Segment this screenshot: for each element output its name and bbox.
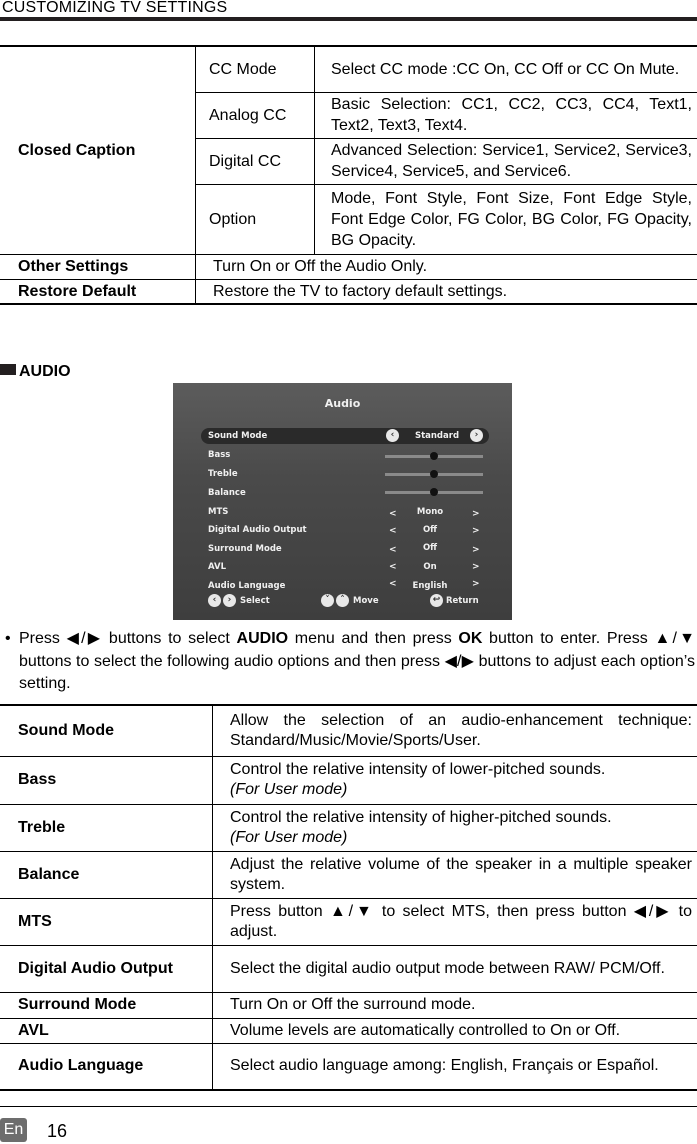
cc-mode-label: CC Mode [196,46,315,92]
osd-row-label[interactable]: AVL [208,562,226,572]
balance-desc: Adjust the relative volume of the speaker in a multiple speaker system. [213,851,697,898]
osd-row-value: English [412,581,448,591]
chevron-left-icon[interactable]: < [389,509,397,519]
chevron-right-icon[interactable]: > [472,579,480,589]
avl-desc: Volume levels are automatically controlled to On or Off. [213,1018,697,1043]
bass-slider[interactable] [385,455,483,458]
mts-desc [213,898,697,945]
right-arrow-icon: › [223,594,236,607]
osd-move-hint: Move [353,596,379,606]
chevron-right-icon[interactable]: › [470,429,483,442]
option-desc: Mode, Font Style, Font Size, Font Edge Style, Font Edge Color, FG Color, BG Color, FG Opacity, BG Opacity. [315,184,697,254]
closed-caption-label: Closed Caption [0,46,196,254]
left-arrow-icon: ‹ [208,594,221,607]
audio-osd-menu [173,383,512,620]
cc-mode-desc: Select CC mode :CC On, CC Off or CC On Mute. [315,46,697,92]
sound-mode-label: Sound Mode [0,705,213,756]
mts-desc-text: Press button [230,902,330,920]
footer-rule [0,1106,697,1107]
osd-row-label[interactable]: Treble [208,469,238,479]
mts-desc-text: to adjust. [230,902,692,940]
instr-text: buttons to adjust each option’s setting. [19,652,696,692]
page-title: CUSTOMIZING TV SETTINGS [2,0,228,16]
restore-default-desc: Restore the TV to factory default settings. [196,279,697,304]
chevron-left-icon[interactable]: < [389,579,397,589]
osd-row-label[interactable]: Sound Mode [208,431,268,441]
up-arrow-icon: ˄ [336,594,349,607]
return-icon: ↩ [430,594,443,607]
osd-row-label[interactable]: Surround Mode [208,544,282,554]
bass-desc-text: Control the relative intensity of lower-pitched sounds. [230,761,606,778]
analog-cc-desc: Basic Selection: CC1, CC2, CC3, CC4, Text1, Text2, Text3, Text4. [315,92,697,138]
chevron-right-icon[interactable]: > [472,509,480,519]
mts-desc-text: to select MTS, then press button [374,902,634,920]
treble-note: (For User mode) [230,828,348,846]
osd-row-label[interactable]: Audio Language [208,581,286,591]
chevron-right-icon[interactable]: > [472,526,480,536]
down-arrow-icon: ˅ [321,594,334,607]
analog-cc-label: Analog CC [196,92,315,138]
osd-row-value: On [423,562,437,572]
page-number: 16 [47,1121,68,1141]
osd-row-value: Standard [414,431,460,441]
digital-audio-output-desc: Select the digital audio output mode between RAW/ PCM/Off. [213,945,697,992]
osd-row-label[interactable]: Bass [208,450,231,460]
osd-select-hint: Select [240,596,270,606]
instr-text: Press [19,630,67,647]
digital-cc-label: Digital CC [196,138,315,184]
mts-label: MTS [0,898,213,945]
instr-text: buttons to select [102,630,237,647]
header-rule [0,17,697,21]
audio-language-label: Audio Language [0,1043,213,1090]
sound-mode-desc: Allow the selection of an audio-enhancement technique: Standard/Music/Movie/Sports/User. [213,705,697,756]
other-settings-desc: Turn On or Off the Audio Only. [196,254,697,279]
language-badge: En [0,1118,27,1142]
chevron-left-icon[interactable]: < [389,545,397,555]
left-right-arrows-icon: ◀/▶ [633,902,672,920]
digital-cc-desc: Advanced Selection: Service1, Service2, Service3, Service4, Service5, and Service6. [315,138,697,184]
instructions-paragraph [5,628,695,696]
audio-section-heading [0,363,71,383]
treble-label: Treble [0,804,213,851]
balance-slider[interactable] [385,491,483,494]
osd-return-hint: Return [446,596,479,606]
bass-label: Bass [0,756,213,804]
chevron-left-icon[interactable]: ‹ [386,429,399,442]
avl-label: AVL [0,1018,213,1043]
instr-text: menu and then press [288,630,459,647]
treble-desc-text: Control the relative intensity of higher-pitched sounds. [230,808,612,826]
treble-desc [213,804,697,851]
osd-row-label[interactable]: Balance [208,488,246,498]
surround-mode-desc: Turn On or Off the surround mode. [213,992,697,1018]
audio-language-desc: Select audio language among: English, Français or Español. [213,1043,697,1090]
osd-row-value: Off [422,543,438,553]
bass-note: (For User mode) [230,781,348,798]
closed-caption-table [0,45,697,305]
left-right-arrows-icon: ◀/▶ [66,630,103,647]
audio-options-table [0,704,697,1091]
restore-default-label: Restore Default [0,279,196,304]
bass-desc [213,756,697,804]
chevron-left-icon[interactable]: < [389,562,397,572]
balance-label: Balance [0,851,213,898]
chevron-left-icon[interactable]: < [389,526,397,536]
up-down-arrows-icon: ▲/▼ [329,902,375,920]
chevron-right-icon[interactable]: > [472,545,480,555]
instr-audio-word: AUDIO [236,630,289,647]
other-settings-label: Other Settings [0,254,196,279]
instr-text: buttons to select the following audio options and then press [19,652,445,670]
slider-knob[interactable] [430,452,438,460]
audio-heading-text: AUDIO [19,363,71,380]
instr-text: button to enter. Press [482,630,655,647]
section-marker-icon [0,364,16,375]
page-header [0,0,697,22]
surround-mode-label: Surround Mode [0,992,213,1018]
chevron-right-icon[interactable]: > [472,562,480,572]
left-right-arrows-icon: ◀/▶ [444,652,475,670]
option-label: Option [196,184,315,254]
bullet-dot: • [5,630,11,647]
digital-audio-output-label: Digital Audio Output [0,945,213,992]
osd-row-label[interactable]: MTS [208,507,229,517]
osd-row-value: Mono [416,507,444,517]
slider-knob[interactable] [430,488,438,496]
osd-row-value: Off [422,525,438,535]
osd-title: Audio [324,397,361,410]
slider-knob[interactable] [430,470,438,478]
up-down-arrows-icon: ▲/▼ [654,630,695,647]
instr-ok-word: OK [458,630,483,647]
osd-row-label[interactable]: Digital Audio Output [208,525,307,535]
treble-slider[interactable] [385,473,483,476]
